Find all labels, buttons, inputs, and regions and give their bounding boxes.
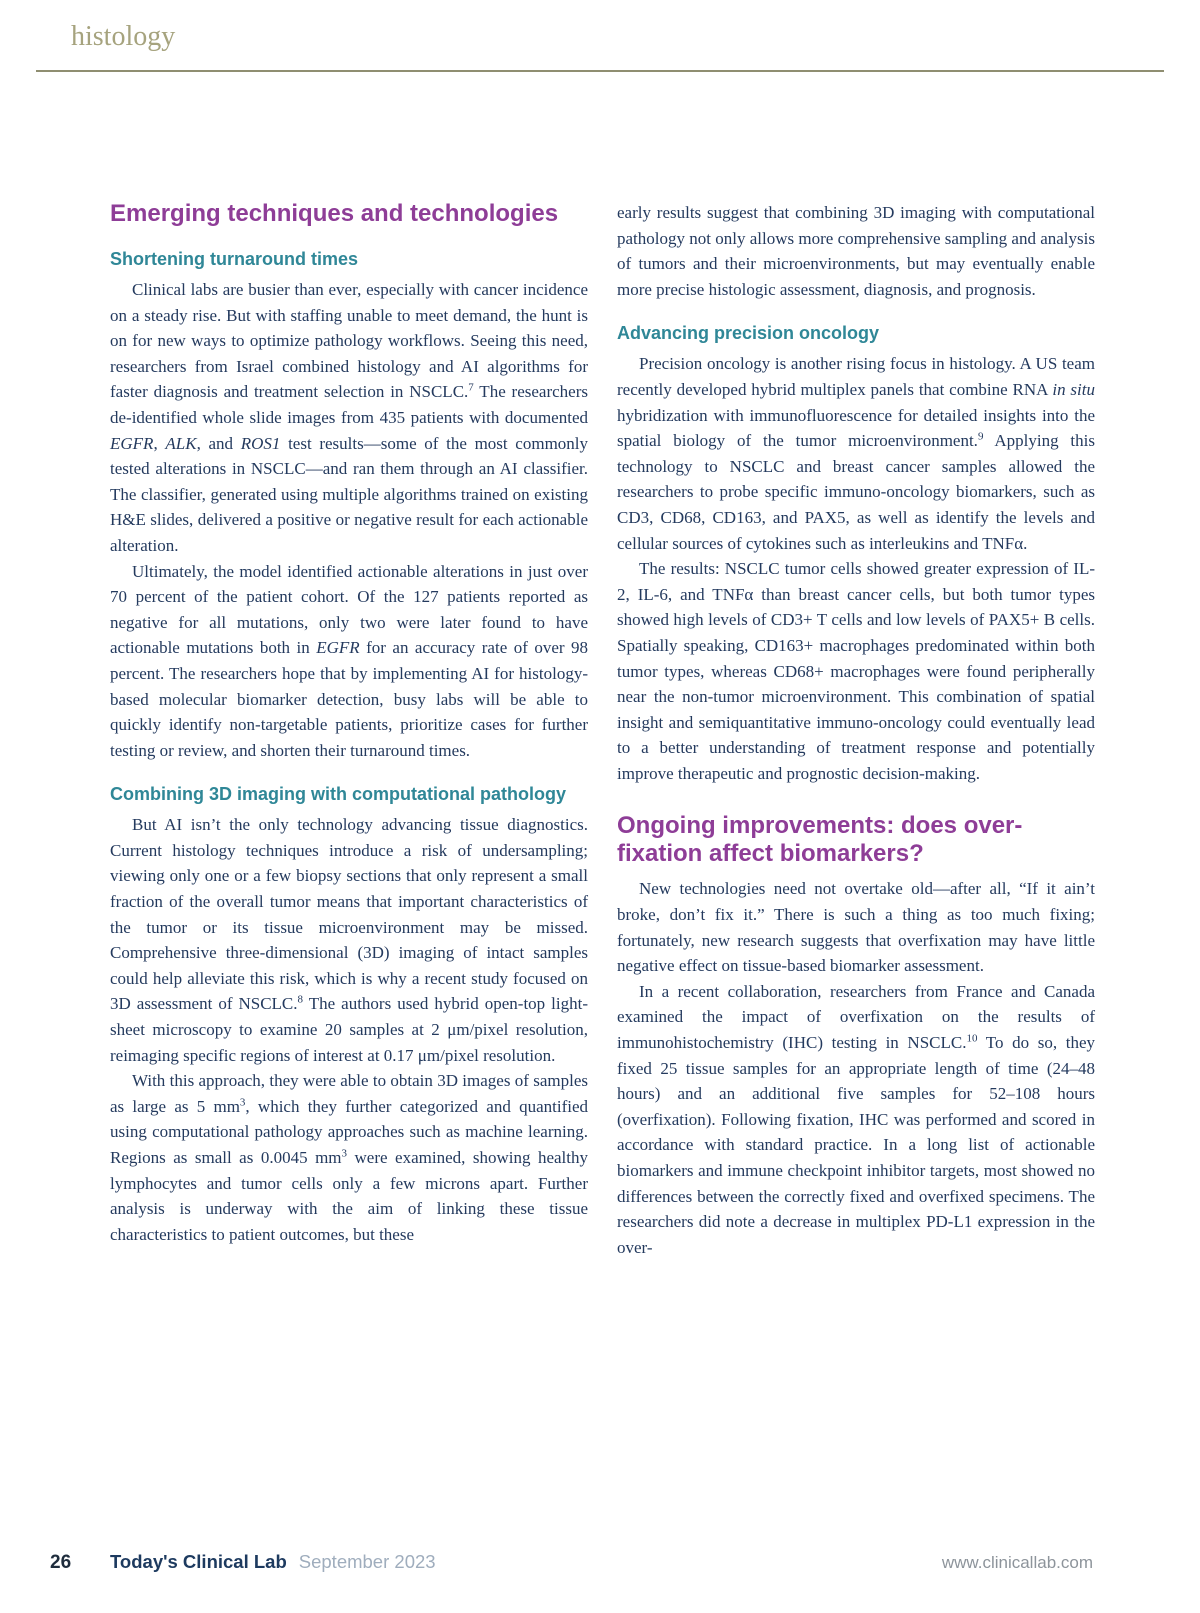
paragraph-continuation: early results suggest that combining 3D imaging with computational pathology not only allows more comprehensive sampling and analysis of tumors and their microenvironments, but may eventually enable more precise histologic assessment, diagnosis, and prognosis. xyxy=(617,203,1095,299)
paragraph: But AI isn’t the only technology advancing tissue diagnostics. Current histology techniques introduce a risk of undersampling; viewing only one or a few biopsy sections that only represent a small fraction of the overall tumor means that important characteristics of the tumor or its tissue microenvironment may be missed. Comprehensive three-dimensional (3D) imaging of intact samples could help alleviate this risk, which is why a recent study focused on 3D assessment of NSCLC.$^8$ The authors used hybrid open-top light-sheet microscopy to examine 20 samples at 2 μm/pixel resolution, reimaging specific regions of interest at 0.17 μm/pixel resolution. xyxy=(110,815,588,1065)
section-label: histology xyxy=(71,21,176,52)
heading-emerging-techniques: Emerging techniques and technologies xyxy=(110,200,559,227)
subhead-advancing-precision-oncology: Advancing precision oncology xyxy=(617,323,880,344)
website-url: www.clinicallab.com xyxy=(941,1553,1093,1572)
paragraph: Precision oncology is another rising focus in histology. A US team recently developed hybrid multiplex panels that combine RNA in situ hybridization with immunofluorescence for detailed insights into the spatial biology of the tumor microenvironment.$^9$ Applying this technology to NSCLC and breast cancer samples allowed the researchers to probe specific immuno-oncology biomarkers, such as CD3, CD68, CD163, and PAX5, as well as identify the levels and cellular sources of cytokines such as interleukins and TNFα. xyxy=(617,354,1095,553)
paragraph: New technologies need not overtake old—after all, “If it ain’t broke, don’t fix it.” There is such a thing as too much fixing; fortunately, new research suggests that overfixation may have little negative effect on tissue-based biomarker assessment. xyxy=(617,879,1095,976)
paragraph: With this approach, they were able to obtain 3D images of samples as large as 5 $mm^3$, which they further categorized and quantified using computational pathology approaches such as machine learning. Regions as small as 0.0045 $mm^3$ were examined, showing healthy lymphocytes and tumor cells only a few microns apart. Further analysis is underway with the aim of linking these tissue characteristics to patient outcomes, but these xyxy=(110,1071,589,1244)
subhead-shortening-turnaround-times: Shortening turnaround times xyxy=(110,249,359,269)
paragraph: The results: NSCLC tumor cells showed greater expression of IL-2, IL-6, and TNFα than breast cancer cells, but both tumor types showed high levels of CD3+ T cells and low levels of PAX5+ B cells. Spatially speaking, CD163+ macrophages predominated within both tumor types, whereas CD68+ macrophages were found peripherally near the non-tumor microenvironment. This combination of spatial insight and semiquantitative immuno-oncology could eventually lead to a better understanding of treatment response and potentially improve therapeutic and prognostic decision-making. xyxy=(617,559,1095,783)
paragraph: Clinical labs are busier than ever, especially with cancer incidence on a steady rise. But with staffing unable to meet demand, the hunt is on for new ways to optimize pathology workflows. Seeing this need, researchers from Israel combined histology and AI algorithms for faster diagnosis and treatment selection in NSCLC.$^7$ The researchers de-identified whole slide images from 435 patients with documented EGFR, ALK, and ROS1 test results—some of the most commonly tested alterations in NSCLC—and ran them through an AI classifier. The classifier, generated using multiple algorithms trained on existing H&E slides, delivered a positive or negative result for each actionable alteration. xyxy=(110,280,589,555)
header-rule xyxy=(36,70,1164,72)
page-footer xyxy=(50,1551,1093,1574)
subhead-combining-3d-imaging: Combining 3D imaging with computational pathology xyxy=(110,784,566,805)
right-column xyxy=(617,200,1095,1260)
paragraph: Ultimately, the model identified actionable alterations in just over 70 percent of the patient cohort. Of the 127 patients reported as negative for all mutations, only two were later found to have actionable mutations both in EGFR for an accuracy rate of over 98 percent. The researchers hope that by implementing AI for histology-based molecular biomarker detection, busy labs will be able to quickly identify non-targetable patients, prioritize cases for further testing or review, and shorten their turnaround times. xyxy=(110,561,588,760)
article-body xyxy=(110,200,1095,1260)
page-number: 26 xyxy=(50,1552,72,1573)
publication-name: Today's Clinical Lab xyxy=(110,1551,287,1572)
heading-ongoing-improvements: Ongoing improvements: does overfixation affect biomarkers? xyxy=(617,812,1023,868)
issue-date: September 2023 xyxy=(298,1551,436,1572)
paragraph: In a recent collaboration, researchers from France and Canada examined the impact of overfixation on the results of immunohistochemistry (IHC) testing in NSCLC.$^{10}$ To do so, they fixed 25 tissue samples for an appropriate length of time (24–48 hours) and an additional five samples for 52–108 hours (overfixation). Following fixation, IHC was performed and scored in accordance with standard practice. In a long list of actionable biomarkers and immune checkpoint inhibitor targets, most showed no differences between the correctly fixed and overfixed specimens. The researchers did note a decrease in multiplex PD-L1 expression in the over- xyxy=(617,981,1095,1257)
left-column xyxy=(110,200,588,1260)
